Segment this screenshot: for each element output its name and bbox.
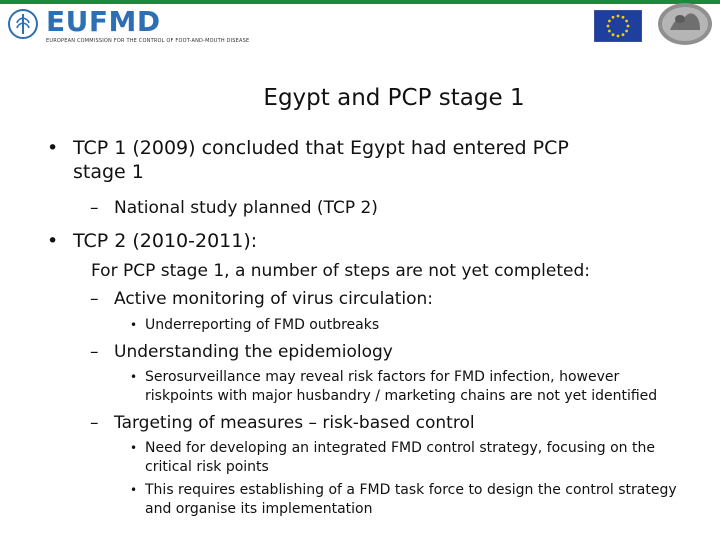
bullet-tcp1: [47, 136, 569, 184]
sub-item-epidemiology: [90, 341, 393, 363]
bullet-text: TCP 2 (2010-2011):: [73, 230, 258, 252]
bullet-dot-icon: •: [130, 483, 138, 497]
sub-item-text: National study planned (TCP 2): [114, 198, 378, 218]
dash-marker-icon: –: [90, 342, 99, 362]
bullet-dot-icon: •: [130, 441, 138, 455]
point-serosurveillance: [130, 368, 658, 406]
bullet-text-line1: TCP 1 (2009) concluded that Egypt had entered PCP: [73, 137, 569, 159]
brand-name: EUFMD: [46, 5, 161, 38]
sub-item-active-monitoring: [90, 288, 434, 310]
point-underreporting: [130, 316, 380, 335]
point-text-line1: Serosurveillance may reveal risk factors for FMD infection, however: [145, 369, 620, 385]
slide-title: Egypt and PCP stage 1: [263, 85, 525, 111]
dash-marker-icon: –: [90, 198, 99, 218]
bullet-tcp2: [47, 229, 258, 253]
brand-subtitle: EUROPEAN COMMISSION FOR THE CONTROL OF FOOT-AND-MOUTH DISEASE: [46, 38, 250, 44]
point-text-line1: Need for developing an integrated FMD control strategy, focusing on the: [145, 440, 655, 456]
point-text-line2: critical risk points: [145, 459, 269, 475]
sub-item-targeting: [90, 412, 475, 434]
dash-marker-icon: –: [90, 289, 99, 309]
point-text-line2: riskpoints with major husbandry / marketing chains are not yet identified: [145, 388, 658, 404]
sub-item-text: Understanding the epidemiology: [114, 342, 393, 362]
header-accent-line: [0, 0, 720, 4]
point-text-line1: This requires establishing of a FMD task force to design the control strategy: [145, 482, 677, 498]
point-text: Underreporting of FMD outbreaks: [145, 317, 380, 333]
coin-emblem-icon: [656, 2, 714, 46]
point-text-line2: and organise its implementation: [145, 501, 373, 517]
bullet-dot-icon: •: [130, 370, 138, 384]
bullet-dot-icon: •: [47, 230, 59, 252]
sub-item-national-study: [90, 197, 378, 219]
sub-item-text: Targeting of measures – risk-based control: [114, 413, 475, 433]
dash-marker-icon: –: [90, 413, 99, 433]
bullet-text-line2: stage 1: [73, 161, 144, 183]
bullet-dot-icon: •: [47, 137, 59, 159]
sub-item-text: Active monitoring of virus circulation:: [114, 289, 434, 309]
bullet-dot-icon: •: [130, 318, 138, 332]
intro-text: For PCP stage 1, a number of steps are not yet completed:: [91, 261, 591, 281]
slide-header: [0, 0, 720, 48]
point-integrated-strategy: [130, 439, 655, 477]
point-task-force: [130, 481, 677, 519]
eu-flag-icon: [594, 10, 642, 42]
fao-wheat-logo-icon: [4, 8, 42, 40]
